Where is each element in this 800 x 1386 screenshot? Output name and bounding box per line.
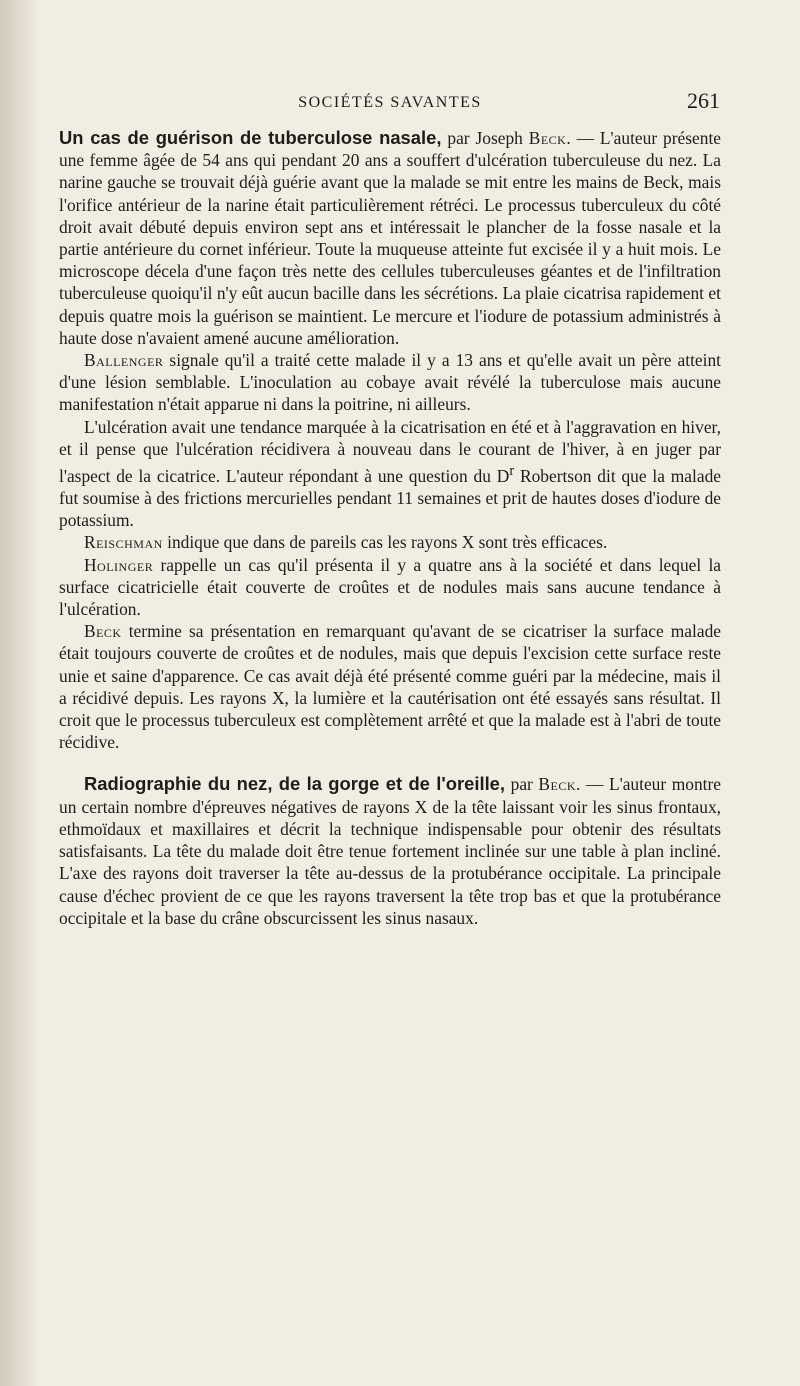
article1-byline-prefix: par Joseph [441, 128, 529, 148]
speaker-name: Beck [84, 621, 122, 642]
article-separator [59, 753, 721, 773]
article2-title: Radiographie du nez, de la gorge et de l'oreille, [84, 773, 506, 795]
article1-paragraph-3 [59, 416, 721, 532]
page-edge-shadow [0, 0, 40, 1386]
article1-paragraph-2 [59, 349, 721, 416]
paragraph-text: Robertson dit que la malade fut soumise à des frictions mercurielles pendant 11 semaines et prit de hautes doses d'iodure de potassium. [59, 465, 721, 531]
article1-paragraph-5 [59, 554, 721, 621]
article2-paragraph-1 [59, 773, 721, 928]
article1-author: Beck [528, 128, 567, 148]
article1-paragraph-4 [59, 531, 721, 553]
speaker-name: Holinger [84, 554, 154, 575]
paragraph-text: signale qu'il a traité cette malade il y a 13 ans et qu'elle avait un père atteint d'une lésion semblable. L'inoculation au cobaye avait révélé la tuberculose mais aucune manifestation n'était apparue ni dans la poitrine, ni ailleurs. [59, 350, 721, 415]
running-head [60, 88, 720, 120]
page-number: 261 [687, 88, 720, 113]
superscript: r [509, 463, 515, 480]
article2-byline-prefix: par [505, 774, 539, 795]
speaker-name: Reischman [84, 532, 163, 553]
article1-paragraph-1 [59, 127, 721, 349]
article1-p1-text: . — L'auteur présente une femme âgée de 54 ans qui pendant 20 ans a souffert d'ulcération tuberculeuse du nez. La narine gauche se trouvait déjà guérie avant que la malade se mit entre les mains de Beck, mais l'orifice antérieur de la narine était particulièrement rétréci. Le processus tuberculeux du côté droit avait débuté depuis environ sept ans et intéressait le plancher de la fosse nasale et la partie antérieure du cornet inférieur. Toute la muqueuse atteinte fut excisée il y a huit mois. Le microscope décela d'une façon très nette des cellules tuberculeuses géantes et de l'infiltration tuberculeuse quoiqu'il n'y eût aucun bacille dans les sécrétions. La plaie cicatrisa rapidement et depuis quatre mois la guérison se maintient. Le mercure et l'iodure de potassium administrés à haute dose n'avaient amené aucune amélioration. [59, 128, 721, 348]
running-title: SOCIÉTÉS SAVANTES [298, 94, 482, 111]
text-block [59, 127, 721, 929]
article2-author: Beck [538, 774, 577, 795]
article2-p1-text: . — L'auteur montre un certain nombre d'épreuves négatives de rayons X de la tête laissant voir les sinus frontaux, ethmoïdaux et maxillaires et décrit la technique indispensable pour obtenir des résultats satisfaisants. La tête du malade doit être tenue fortement inclinée sur une table à plan incliné. L'axe des rayons doit traverser la tête au-dessus de la protubérance occipitale. La principale cause d'échec provient de ce que les rayons traversent la tête trop bas et que la protubérance occipitale et la base du crâne obscurcissent les sinus nasaux. [59, 774, 722, 928]
paragraph-text: termine sa présentation en remarquant qu'avant de se cicatriser la surface malade était toujours couverte de croûtes et de nodules, mais que depuis l'excision cette surface reste unie et saine d'apparence. Ce cas avait déjà été présenté comme guéri par la médecine, mais il a récidivé depuis. Les rayons X, la lumière et la cautérisation ont été essayés sans résultat. Il croit que le processus tuberculeux est complètement arrêté et que la malade est à l'abri de toute récidive. [59, 621, 721, 753]
speaker-name: Ballenger [84, 350, 164, 371]
article1-title: Un cas de guérison de tuberculose nasale, [59, 127, 442, 148]
paragraph-text: indique que dans de pareils cas les rayons X sont très efficaces. [162, 532, 608, 553]
article1-paragraph-6 [59, 620, 721, 753]
paragraph-text: rappelle un cas qu'il présenta il y a quatre ans à la société et dans lequel la surface cicatricielle était couverte de croûtes et de nodules mais sans aucune tendance à l'ulcération. [59, 554, 721, 620]
paragraph-text: L'ulcération avait une tendance marquée à la cicatrisation en été et à l'aggravation en hiver, et il pense que l'ulcération récidivera à nouveau dans le courant de l'hiver, à en juger par l'aspect de la cicatrice. L'auteur répondant à une question du D [59, 416, 721, 486]
